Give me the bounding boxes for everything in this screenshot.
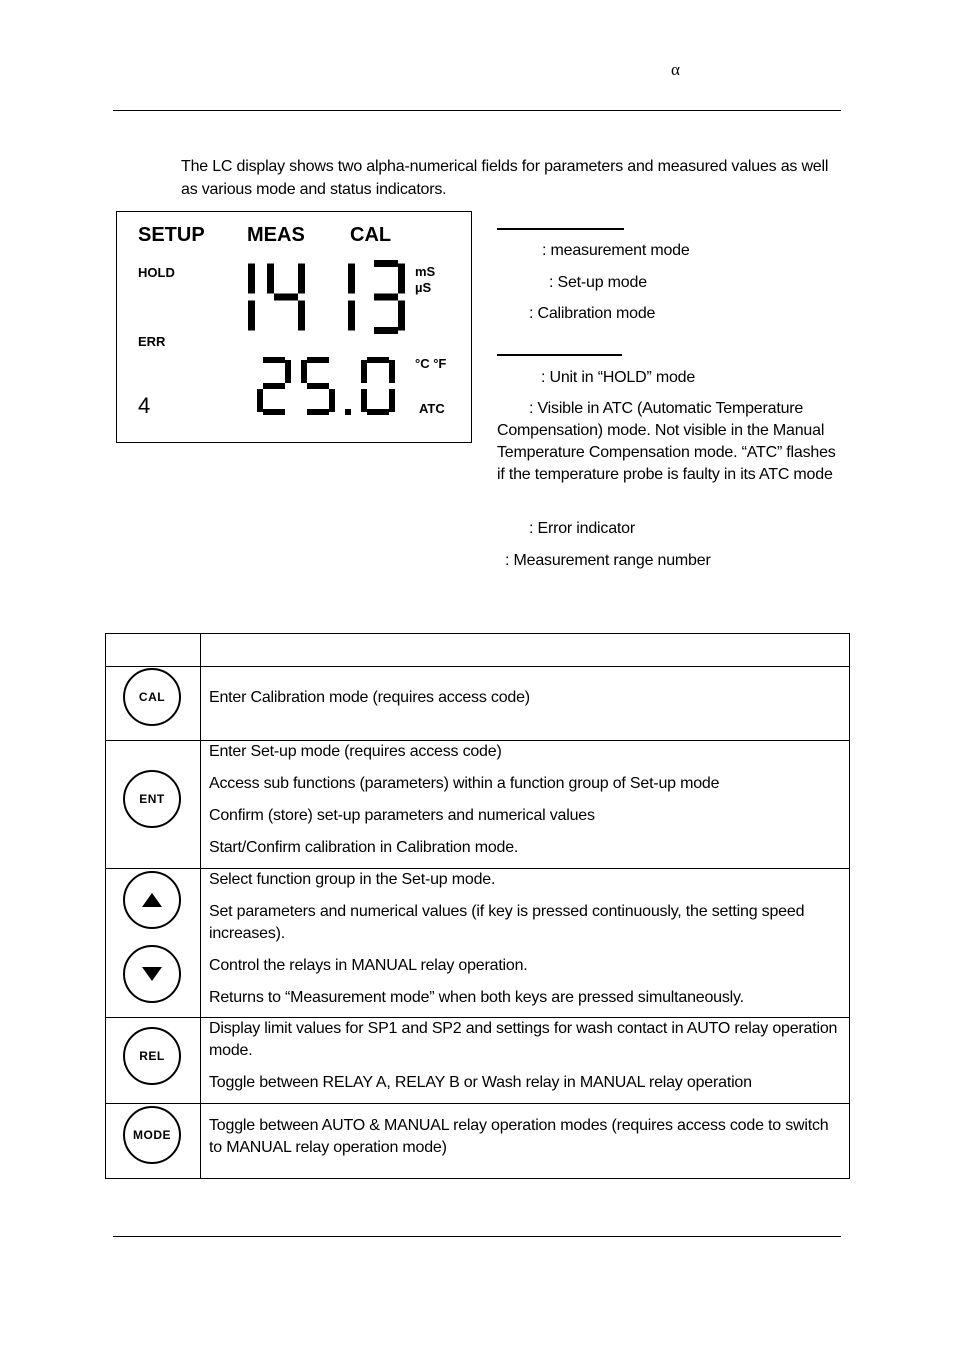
lcd-segment — [389, 360, 395, 383]
lcd-primary-value — [217, 260, 409, 340]
mode-key-button[interactable]: MODE — [123, 1106, 181, 1164]
legend-err-item: : Error indicator — [529, 520, 635, 537]
table-row-mode — [106, 1104, 850, 1179]
table-row-arrows — [106, 869, 850, 1018]
legend-meas-item: : measurement mode — [542, 242, 690, 259]
key-function-table — [105, 633, 850, 1179]
lcd-segment — [361, 360, 367, 383]
up-arrow-key-button[interactable] — [123, 871, 181, 929]
rel-key-description — [201, 1018, 850, 1104]
lcd-segment — [307, 357, 329, 363]
lcd-segment — [389, 389, 395, 412]
key-cell-mode — [106, 1104, 201, 1179]
lcd-segment — [307, 409, 329, 415]
lcd-segment — [307, 383, 329, 389]
legend-setup-item: : Set-up mode — [549, 274, 647, 291]
lcd-hold-indicator: HOLD — [138, 265, 175, 280]
lcd-secondary-value — [257, 357, 397, 421]
legend-hold-item: : Unit in “HOLD” mode — [541, 369, 696, 386]
intro-paragraph: The LC display shows two alpha-numerical fields for parameters and measured values as well as various mode and status indicators. — [181, 158, 829, 198]
lcd-display — [116, 211, 472, 443]
rel-desc-line: Display limit values for SP1 and SP2 and settings for wash contact in AUTO relay operation mode. — [209, 1020, 838, 1059]
arrow-keys-description — [201, 869, 850, 1018]
arrow-desc-line: Control the relays in MANUAL relay operation. — [209, 957, 528, 974]
lcd-segment — [267, 264, 274, 294]
lcd-segment — [374, 260, 398, 267]
lcd-meas-indicator: MEAS — [247, 224, 305, 246]
ent-key-button[interactable]: ENT — [123, 770, 181, 828]
lcd-segment — [301, 360, 307, 383]
lcd-unit-us: µS — [415, 280, 432, 295]
lcd-segment — [298, 301, 305, 331]
arrow-desc-line: Returns to “Measurement mode” when both keys are pressed simultaneously. — [209, 989, 744, 1006]
lcd-segment — [257, 389, 263, 412]
footer-rule — [113, 1236, 841, 1237]
lcd-segment — [367, 357, 389, 363]
lcd-decimal-point — [345, 409, 351, 415]
ent-desc-line: Enter Set-up mode (requires access code) — [209, 743, 502, 760]
key-cell-cal — [106, 667, 201, 741]
cal-key-button[interactable]: CAL — [123, 668, 181, 726]
ent-key-description — [201, 741, 850, 869]
header-symbol: α — [671, 60, 680, 79]
lcd-segment — [374, 327, 398, 334]
lcd-segment — [248, 301, 255, 331]
legend-atc-item: : Visible in ATC (Automatic Temperature Compensation) mode. Not visible in the Manual Temperature Compensation mode. “ATC” flashes if the temperature probe is faulty in its ATC mode — [497, 400, 836, 483]
rel-key-button[interactable]: REL — [123, 1027, 181, 1085]
triangle-down-icon — [141, 966, 163, 982]
lcd-segment — [348, 301, 355, 331]
table-header-function — [201, 634, 850, 667]
triangle-up-icon — [141, 892, 163, 908]
cal-key-description — [201, 667, 850, 741]
table-header-key — [106, 634, 201, 667]
lcd-segment — [274, 294, 298, 301]
table-row-ent — [106, 741, 850, 869]
key-cell-rel — [106, 1018, 201, 1104]
lcd-segment — [298, 264, 305, 294]
lcd-setup-indicator: SETUP — [138, 224, 205, 246]
key-cell-ent — [106, 741, 201, 869]
table-header-row — [106, 634, 850, 667]
rel-desc-line: Toggle between RELAY A, RELAY B or Wash relay in MANUAL relay operation — [209, 1074, 752, 1091]
header-rule — [113, 110, 841, 111]
table-row-rel — [106, 1018, 850, 1104]
lcd-segment — [329, 389, 335, 412]
lcd-segment — [285, 360, 291, 383]
legend-status-rule — [497, 354, 622, 356]
arrow-desc-line: Select function group in the Set-up mode. — [209, 871, 496, 888]
mode-key-description — [201, 1104, 850, 1179]
lcd-segment — [361, 389, 367, 412]
lcd-unit-ms: mS — [415, 264, 436, 279]
lcd-cal-indicator: CAL — [350, 224, 392, 246]
cal-desc-line: Enter Calibration mode (requires access code) — [209, 689, 530, 706]
arrow-desc-line: Set parameters and numerical values (if key is pressed continuously, the setting speed increases). — [209, 903, 805, 942]
legend-cal-item: : Calibration mode — [529, 305, 656, 322]
mode-desc-line: Toggle between AUTO & MANUAL relay operation modes (requires access code to switch to MANUAL relay operation mode) — [209, 1117, 829, 1156]
lcd-segment — [263, 409, 285, 415]
lcd-segment — [348, 264, 355, 294]
lcd-err-indicator: ERR — [138, 334, 166, 349]
lcd-segment — [374, 294, 398, 301]
lcd-temp-units: °C °F — [415, 356, 447, 371]
table-row-cal — [106, 667, 850, 741]
key-cell-arrows — [106, 869, 201, 1018]
lcd-segment — [398, 264, 405, 294]
lcd-range-number: 4 — [138, 393, 151, 418]
legend-range-item: : Measurement range number — [505, 552, 711, 569]
legend-mode-rule — [497, 228, 624, 230]
ent-desc-line: Start/Confirm calibration in Calibration mode. — [209, 839, 519, 856]
lcd-segment — [367, 409, 389, 415]
lcd-segment — [263, 383, 285, 389]
ent-desc-line: Access sub functions (parameters) within a function group of Set-up mode — [209, 775, 720, 792]
down-arrow-key-button[interactable] — [123, 945, 181, 1003]
lcd-segment — [248, 264, 255, 294]
lcd-atc-indicator: ATC — [419, 401, 445, 416]
ent-desc-line: Confirm (store) set-up parameters and numerical values — [209, 807, 595, 824]
lcd-segment — [263, 357, 285, 363]
lcd-segment — [398, 301, 405, 331]
